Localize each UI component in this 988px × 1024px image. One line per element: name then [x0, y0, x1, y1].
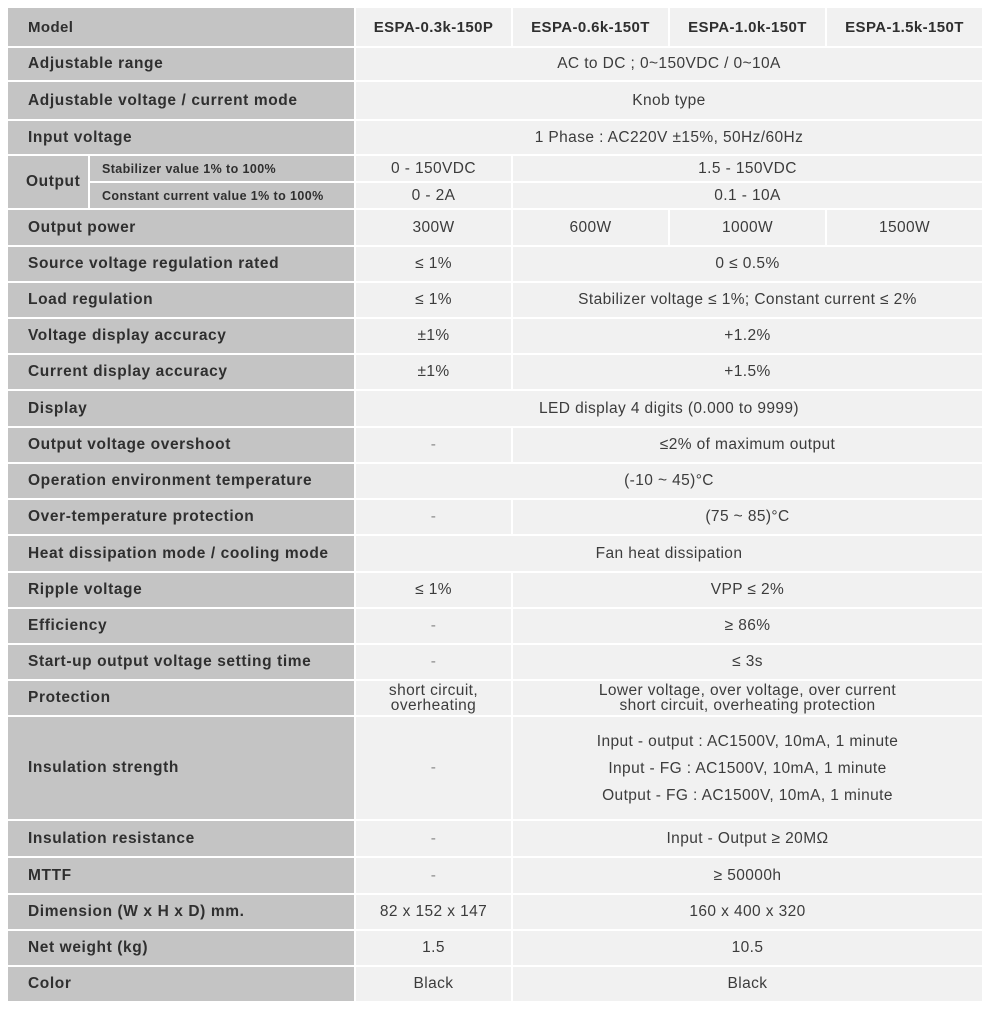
other-models-value: +1.2%	[513, 319, 982, 353]
row-voltage-display-accuracy	[8, 319, 982, 353]
row-label: Over-temperature protection	[8, 500, 354, 534]
other-models-value: Black	[513, 967, 982, 1001]
other-models-value: ≤ 3s	[513, 645, 982, 679]
other-models-value: ≤2% of maximum output	[513, 428, 982, 462]
row-label: Adjustable range	[8, 48, 354, 80]
model-1-value: 300W	[356, 210, 511, 245]
row-ripple	[8, 573, 982, 607]
row-label: Insulation resistance	[8, 821, 354, 856]
row-label: Output voltage overshoot	[8, 428, 354, 462]
row-insulation-resistance	[8, 821, 982, 856]
model-1-value: -	[356, 858, 511, 893]
sub-label: Constant current value 1% to 100%	[90, 183, 354, 208]
row-display	[8, 391, 982, 426]
output-label: Output	[8, 156, 88, 208]
row-label: Efficiency	[8, 609, 354, 643]
model-3: ESPA-1.0k-150T	[670, 8, 825, 46]
model-2: ESPA-0.6k-150T	[513, 8, 668, 46]
row-label: Output power	[8, 210, 354, 245]
other-models-value: ≥ 50000h	[513, 858, 982, 893]
model-1-value: 1.5	[356, 931, 511, 965]
row-label: Current display accuracy	[8, 355, 354, 389]
model-label: Model	[8, 8, 354, 46]
protection-rest-line-1: Lower voltage, over voltage, over current	[598, 682, 897, 699]
row-adjustable-mode	[8, 82, 982, 119]
row-label: Ripple voltage	[8, 573, 354, 607]
model-1-value: 0 - 150VDC	[356, 156, 511, 181]
row-value: Knob type	[356, 82, 982, 119]
row-insulation-strength	[8, 717, 982, 819]
row-label: Insulation strength	[8, 717, 354, 819]
model-1-value: ≤ 1%	[356, 247, 511, 281]
row-over-temperature	[8, 500, 982, 534]
row-value: (-10 ~ 45)°C	[356, 464, 982, 498]
model-4-value: 1500W	[827, 210, 982, 245]
model-1-value: 82 x 152 x 147	[356, 895, 511, 929]
other-models-value: 1.5 - 150VDC	[513, 156, 982, 181]
row-overshoot	[8, 428, 982, 462]
row-label: Start-up output voltage setting time	[8, 645, 354, 679]
row-output-power	[8, 210, 982, 245]
other-models-value: (75 ~ 85)°C	[513, 500, 982, 534]
other-models-value	[513, 717, 982, 819]
model-1-value: ±1%	[356, 355, 511, 389]
row-load-regulation	[8, 283, 982, 317]
row-label: Heat dissipation mode / cooling mode	[8, 536, 354, 571]
model-1-value	[356, 681, 511, 715]
other-models-value: Input - Output ≥ 20MΩ	[513, 821, 982, 856]
row-output-constant-current	[8, 183, 982, 208]
spec-table	[6, 6, 984, 1003]
row-label: Source voltage regulation rated	[8, 247, 354, 281]
model-1: ESPA-0.3k-150P	[356, 8, 511, 46]
row-label: Load regulation	[8, 283, 354, 317]
row-protection	[8, 681, 982, 715]
row-label: Color	[8, 967, 354, 1001]
row-label: MTTF	[8, 858, 354, 893]
row-adjustable-range	[8, 48, 982, 80]
row-value: Fan heat dissipation	[356, 536, 982, 571]
model-1-value: 0 - 2A	[356, 183, 511, 208]
other-models-value: 0.1 - 10A	[513, 183, 982, 208]
model-1-value: -	[356, 428, 511, 462]
row-source-regulation	[8, 247, 982, 281]
other-models-value: 0 ≤ 0.5%	[513, 247, 982, 281]
row-color	[8, 967, 982, 1001]
model-1-value: ±1%	[356, 319, 511, 353]
other-models-value: ≥ 86%	[513, 609, 982, 643]
row-current-display-accuracy	[8, 355, 982, 389]
insulation-line-3: Output - FG : AC1500V, 10mA, 1 minute	[602, 786, 893, 804]
row-dimension	[8, 895, 982, 929]
row-value: 1 Phase : AC220V ±15%, 50Hz/60Hz	[356, 121, 982, 154]
protection-m1-line-2: overheating	[390, 697, 477, 714]
row-label: Dimension (W x H x D) mm.	[8, 895, 354, 929]
row-label: Protection	[8, 681, 354, 715]
row-startup-time	[8, 645, 982, 679]
other-models-value: 10.5	[513, 931, 982, 965]
row-value: AC to DC ; 0~150VDC / 0~10A	[356, 48, 982, 80]
row-input-voltage	[8, 121, 982, 154]
row-label: Input voltage	[8, 121, 354, 154]
sub-label: Stabilizer value 1% to 100%	[90, 156, 354, 181]
other-models-value	[513, 681, 982, 715]
model-1-value: Black	[356, 967, 511, 1001]
insulation-line-2: Input - FG : AC1500V, 10mA, 1 minute	[608, 759, 887, 777]
row-efficiency	[8, 609, 982, 643]
row-label: Net weight (kg)	[8, 931, 354, 965]
model-3-value: 1000W	[670, 210, 825, 245]
row-label: Adjustable voltage / current mode	[8, 82, 354, 119]
row-operating-temperature	[8, 464, 982, 498]
model-1-value: ≤ 1%	[356, 283, 511, 317]
other-models-value: VPP ≤ 2%	[513, 573, 982, 607]
row-label: Voltage display accuracy	[8, 319, 354, 353]
header-row	[8, 8, 982, 46]
model-1-value: -	[356, 645, 511, 679]
row-label: Operation environment temperature	[8, 464, 354, 498]
other-models-value: +1.5%	[513, 355, 982, 389]
protection-m1-line-1: short circuit,	[388, 682, 479, 699]
insulation-line-1: Input - output : AC1500V, 10mA, 1 minute	[596, 732, 899, 750]
model-1-value: ≤ 1%	[356, 573, 511, 607]
row-cooling	[8, 536, 982, 571]
model-1-value: -	[356, 821, 511, 856]
model-1-value: -	[356, 500, 511, 534]
row-label: Display	[8, 391, 354, 426]
other-models-value: 160 x 400 x 320	[513, 895, 982, 929]
row-mttf	[8, 858, 982, 893]
model-4: ESPA-1.5k-150T	[827, 8, 982, 46]
row-value: LED display 4 digits (0.000 to 9999)	[356, 391, 982, 426]
row-output-stabilizer	[8, 156, 982, 181]
row-net-weight	[8, 931, 982, 965]
protection-rest-line-2: short circuit, overheating protection	[619, 697, 876, 714]
model-2-value: 600W	[513, 210, 668, 245]
model-1-value: -	[356, 609, 511, 643]
other-models-value: Stabilizer voltage ≤ 1%; Constant current ≤ 2%	[513, 283, 982, 317]
model-1-value: -	[356, 717, 511, 819]
